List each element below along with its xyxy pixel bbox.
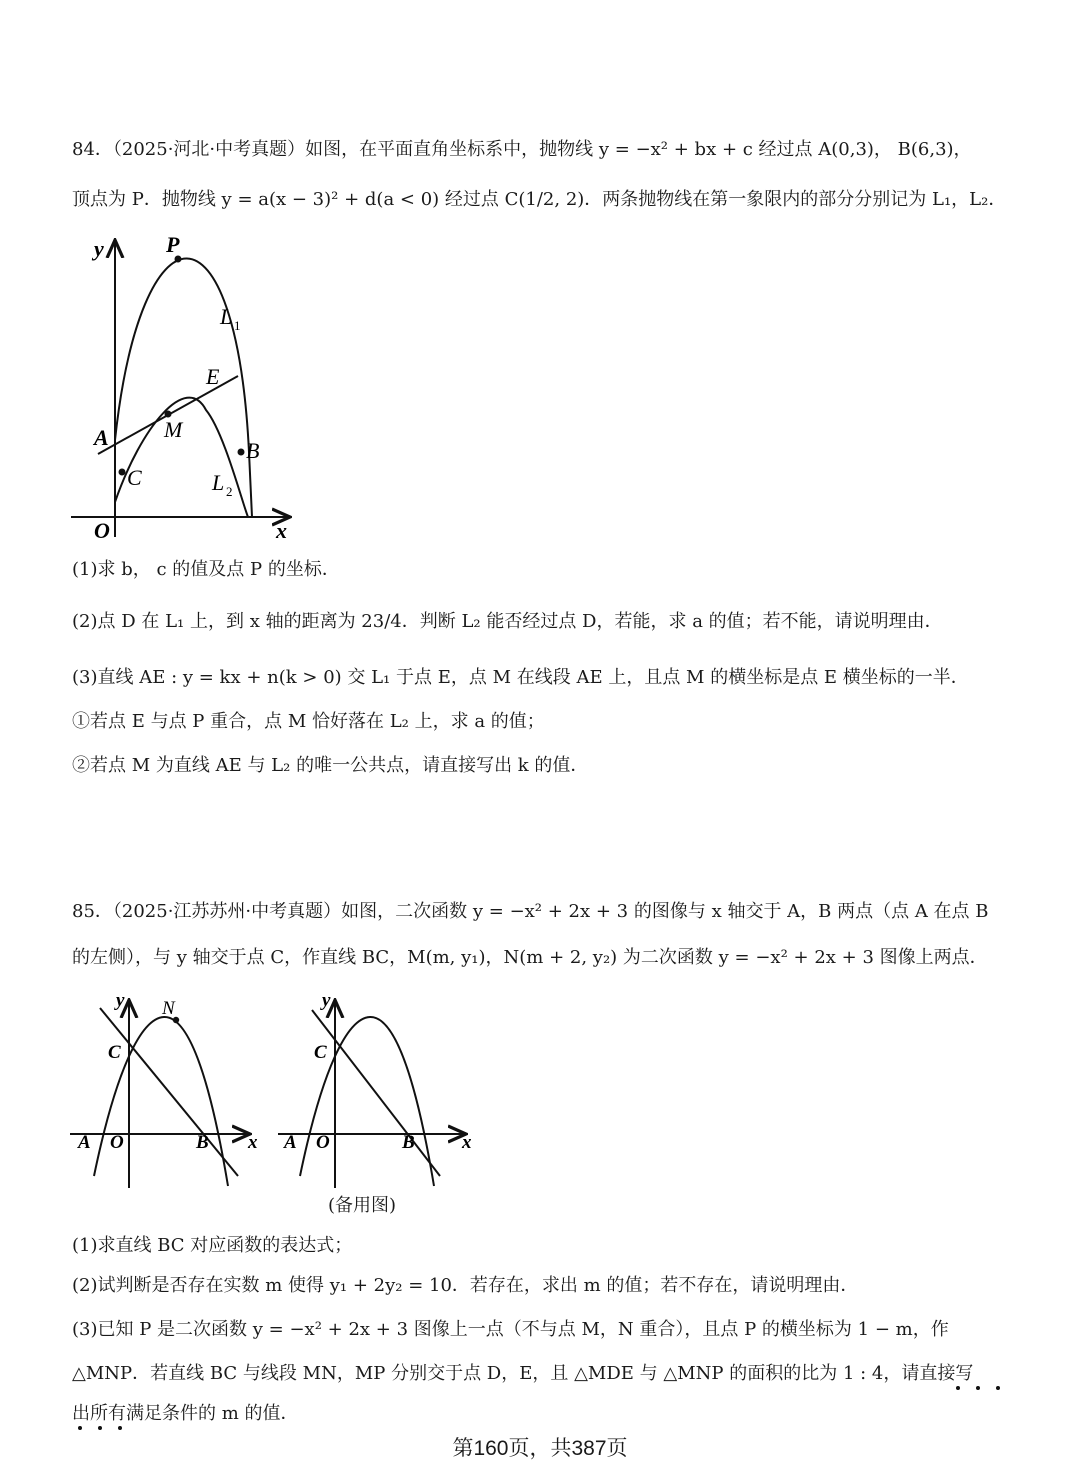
label-m: M [164, 417, 183, 442]
line-bc [312, 1010, 440, 1176]
point-c [119, 469, 126, 476]
figure-caption: (备用图) [328, 1195, 397, 1216]
label-x: x [276, 518, 287, 543]
page-footer: 第160页，共387页 [452, 1437, 628, 1460]
p85-figure-2 [274, 990, 480, 1192]
p84-q3b: ②若点 M 为直线 AE 与 L₂ 的唯一公共点，请直接写出 k 的值． [72, 755, 589, 776]
label-x: x [248, 1132, 258, 1153]
emphasis-dots-1 [950, 1384, 1010, 1394]
label-y: y [322, 990, 331, 1011]
label-n: N [162, 998, 175, 1019]
p85-q1: (1)求直线 BC 对应函数的表达式； [72, 1235, 353, 1256]
label-e: E [206, 364, 220, 389]
label-l2: L [212, 470, 225, 495]
label-b: B [196, 1132, 209, 1153]
label-l1: L [220, 304, 233, 329]
p85-q3-line1: (3)已知 P 是二次函数 y = −x² + 2x + 3 图像上一点（不与点 M，N 重合），且点 P 的横坐标为 1 − m，作 [72, 1319, 949, 1340]
p84-line2: 顶点为 P．抛物线 y = a(x − 3)² + d(a < 0) 经过点 C(1/2, 2)．两条抛物线在第一象限内的部分分别记为 L₁，L₂． [72, 189, 1007, 210]
label-p: P [166, 232, 180, 257]
label-a: A [78, 1132, 91, 1153]
label-c: C [108, 1042, 121, 1063]
label-c: C [127, 465, 142, 490]
p85-q3-line2: △MNP．若直线 BC 与线段 MN，MP 分别交于点 D，E，且 △MDE 与 △MNP 的面积的比为 1 : 4，请直接写 [72, 1363, 974, 1384]
p85-figure-1 [66, 990, 272, 1192]
p84-q2: (2)点 D 在 L₁ 上，到 x 轴的距离为 23/4．判断 L₂ 能否经过点 D，若能，求 a 的值；若不能，请说明理由． [72, 611, 943, 632]
p84-q3: (3)直线 AE : y = kx + n(k > 0) 交 L₁ 于点 E，点 M 在线段 AE 上，且点 M 的横坐标是点 E 横坐标的一半． [72, 667, 969, 688]
p84-q1: (1)求 b， c 的值及点 P 的坐标． [72, 559, 340, 580]
label-o: O [316, 1132, 330, 1153]
label-a: A [284, 1132, 297, 1153]
label-l2-sub: 2 [226, 484, 233, 499]
label-o: O [110, 1132, 124, 1153]
p85-q3-line3: 出所有满足条件的 m 的值． [72, 1403, 299, 1424]
p85-q2: (2)试判断是否存在实数 m 使得 y₁ + 2y₂ = 10．若存在，求出 m 的值；若不存在，请说明理由． [72, 1275, 859, 1296]
label-a: A [94, 425, 109, 450]
label-y: y [116, 990, 125, 1011]
label-x: x [462, 1132, 472, 1153]
point-b [238, 449, 245, 456]
p84-figure [66, 232, 306, 544]
label-o: O [94, 518, 110, 543]
label-b: B [402, 1132, 415, 1153]
p84-line1: 84．（2025·河北·中考真题）如图，在平面直角坐标系中，抛物线 y = −x² + bx + c 经过点 A(0,3)， B(6,3)， [72, 139, 972, 160]
label-b: B [246, 438, 260, 463]
label-y: y [94, 236, 104, 261]
p84-q3a: ①若点 E 与点 P 重合，点 M 恰好落在 L₂ 上，求 a 的值； [72, 711, 545, 732]
parabola-l2 [115, 398, 248, 517]
label-c: C [314, 1042, 327, 1063]
p85-line2: 的左侧），与 y 轴交于点 C，作直线 BC，M(m, y₁)，N(m + 2, y₂) 为二次函数 y = −x² + 2x + 3 图像上两点． [72, 947, 988, 968]
label-l1-sub: 1 [234, 318, 241, 333]
p85-line1: 85．（2025·江苏苏州·中考真题）如图，二次函数 y = −x² + 2x + 3 的图像与 x 轴交于 A，B 两点（点 A 在点 B [72, 901, 989, 922]
